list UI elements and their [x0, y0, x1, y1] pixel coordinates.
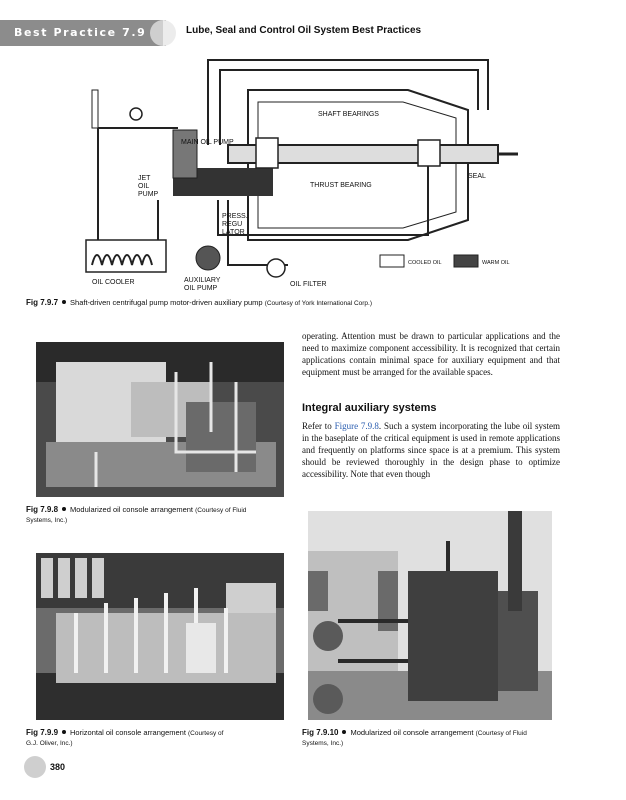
- left-bearing-housing: [173, 130, 197, 178]
- auxiliary-pump-motor: [196, 246, 220, 270]
- bullet-icon: [62, 507, 66, 511]
- label-pump: PUMP: [138, 191, 159, 198]
- label-jet: JET: [138, 175, 151, 182]
- fig-7910-text: Modularized oil console arrangement: [350, 728, 474, 737]
- label-legend-cooled: COOLED OIL: [408, 260, 442, 266]
- fig-799-caption: [26, 728, 223, 749]
- fig-798-caption: [26, 505, 246, 526]
- label-shaft-bearings: SHAFT BEARINGS: [318, 111, 379, 118]
- fig-797-caption: [26, 298, 372, 309]
- bullet-icon: [62, 300, 66, 304]
- bullet-icon: [342, 730, 346, 734]
- fig-798-text: Modularized oil console arrangement: [70, 505, 194, 514]
- figure-reference-link[interactable]: Figure 7.9.8: [334, 421, 379, 431]
- body-paragraph-1: operating. Attention must be drawn to particular applications and the need to maximize component accessibility. It is recognized that certain applications contain minimal space for auxiliary equipment and that equipment must be arranged for the available spaces.: [302, 331, 560, 377]
- fig-797-number: Fig 7.9.7: [26, 298, 59, 307]
- section-tab: [0, 20, 166, 46]
- label-thrust-bearing: THRUST BEARING: [310, 182, 372, 189]
- fig-7910-caption: [302, 728, 527, 749]
- fig-799-photo: [36, 553, 284, 720]
- body-paragraph-2-lead: Refer to: [302, 421, 335, 431]
- fig-7910-source-1: (Courtesy of Fluid: [475, 730, 527, 737]
- label-lator: LATOR: [222, 229, 245, 236]
- label-oil-cooler: OIL COOLER: [92, 279, 135, 286]
- body-paragraph-2-rest: . Such a system incorporating the lube oil system in the baseplate of the critical equipment is used in remote applications and frequently on platforms since space is at a premium. This system should be reviewed thoroughly in the design phase to optimize accessibility. Note that even though: [302, 421, 560, 479]
- fig-797-text: Shaft-driven centrifugal pump motor-driven auxiliary pump: [70, 298, 263, 307]
- section-heading: Integral auxiliary systems: [302, 402, 437, 414]
- fig-7910-source-2: Systems, Inc.): [302, 740, 344, 747]
- oil-filter: [267, 259, 285, 277]
- legend-cooled-swatch: [380, 255, 404, 267]
- fig-7910-number: Fig 7.9.10: [302, 728, 339, 737]
- fig-799-text: Horizontal oil console arrangement: [70, 728, 186, 737]
- page-number-circle: [24, 756, 46, 778]
- label-oil: OIL: [138, 183, 150, 190]
- label-oil-filter: OIL FILTER: [290, 281, 327, 288]
- fig-799-number: Fig 7.9.9: [26, 728, 59, 737]
- label-auxiliary: AUXILIARY: [184, 277, 221, 284]
- main-oil-pump-box: [256, 138, 278, 168]
- running-title: Lube, Seal and Control Oil System Best Practices: [186, 25, 422, 36]
- label-main-oil-pump: MAIN OIL PUMP: [181, 139, 234, 146]
- fig-797-source: (Courtesy of York International Corp.): [264, 300, 373, 307]
- thrust-bearing-box: [418, 140, 440, 166]
- lube-oil-system-diagram: [78, 50, 518, 295]
- fig-7910-photo: [308, 511, 552, 720]
- pressure-gauge: [130, 108, 142, 120]
- top-pipe-inner: [220, 70, 478, 145]
- label-seal: SEAL: [468, 173, 486, 180]
- fig-798-source-2: Systems, Inc.): [26, 517, 68, 524]
- label-oil-pump: OIL PUMP: [184, 285, 218, 292]
- fig-798-number: Fig 7.9.8: [26, 505, 59, 514]
- header-circle-decoration: [150, 20, 176, 46]
- bullet-icon: [62, 730, 66, 734]
- fig-798-photo: [36, 342, 284, 497]
- section-tab-label: Best Practice 7.9: [14, 26, 147, 39]
- fig-799-source-1: (Courtesy of: [188, 730, 224, 737]
- thermometer: [92, 90, 98, 128]
- label-regu: REGU: [222, 221, 243, 228]
- label-legend-warm: WARM OIL: [482, 260, 510, 266]
- body-paragraph-2: [302, 420, 560, 480]
- label-press: PRESS.: [222, 213, 248, 220]
- page-number: 380: [50, 762, 66, 772]
- fig-798-source-1: (Courtesy of Fluid: [195, 507, 247, 514]
- fig-799-source-2: G.J. Oliver, Inc.): [26, 740, 73, 747]
- legend-warm-swatch: [454, 255, 478, 267]
